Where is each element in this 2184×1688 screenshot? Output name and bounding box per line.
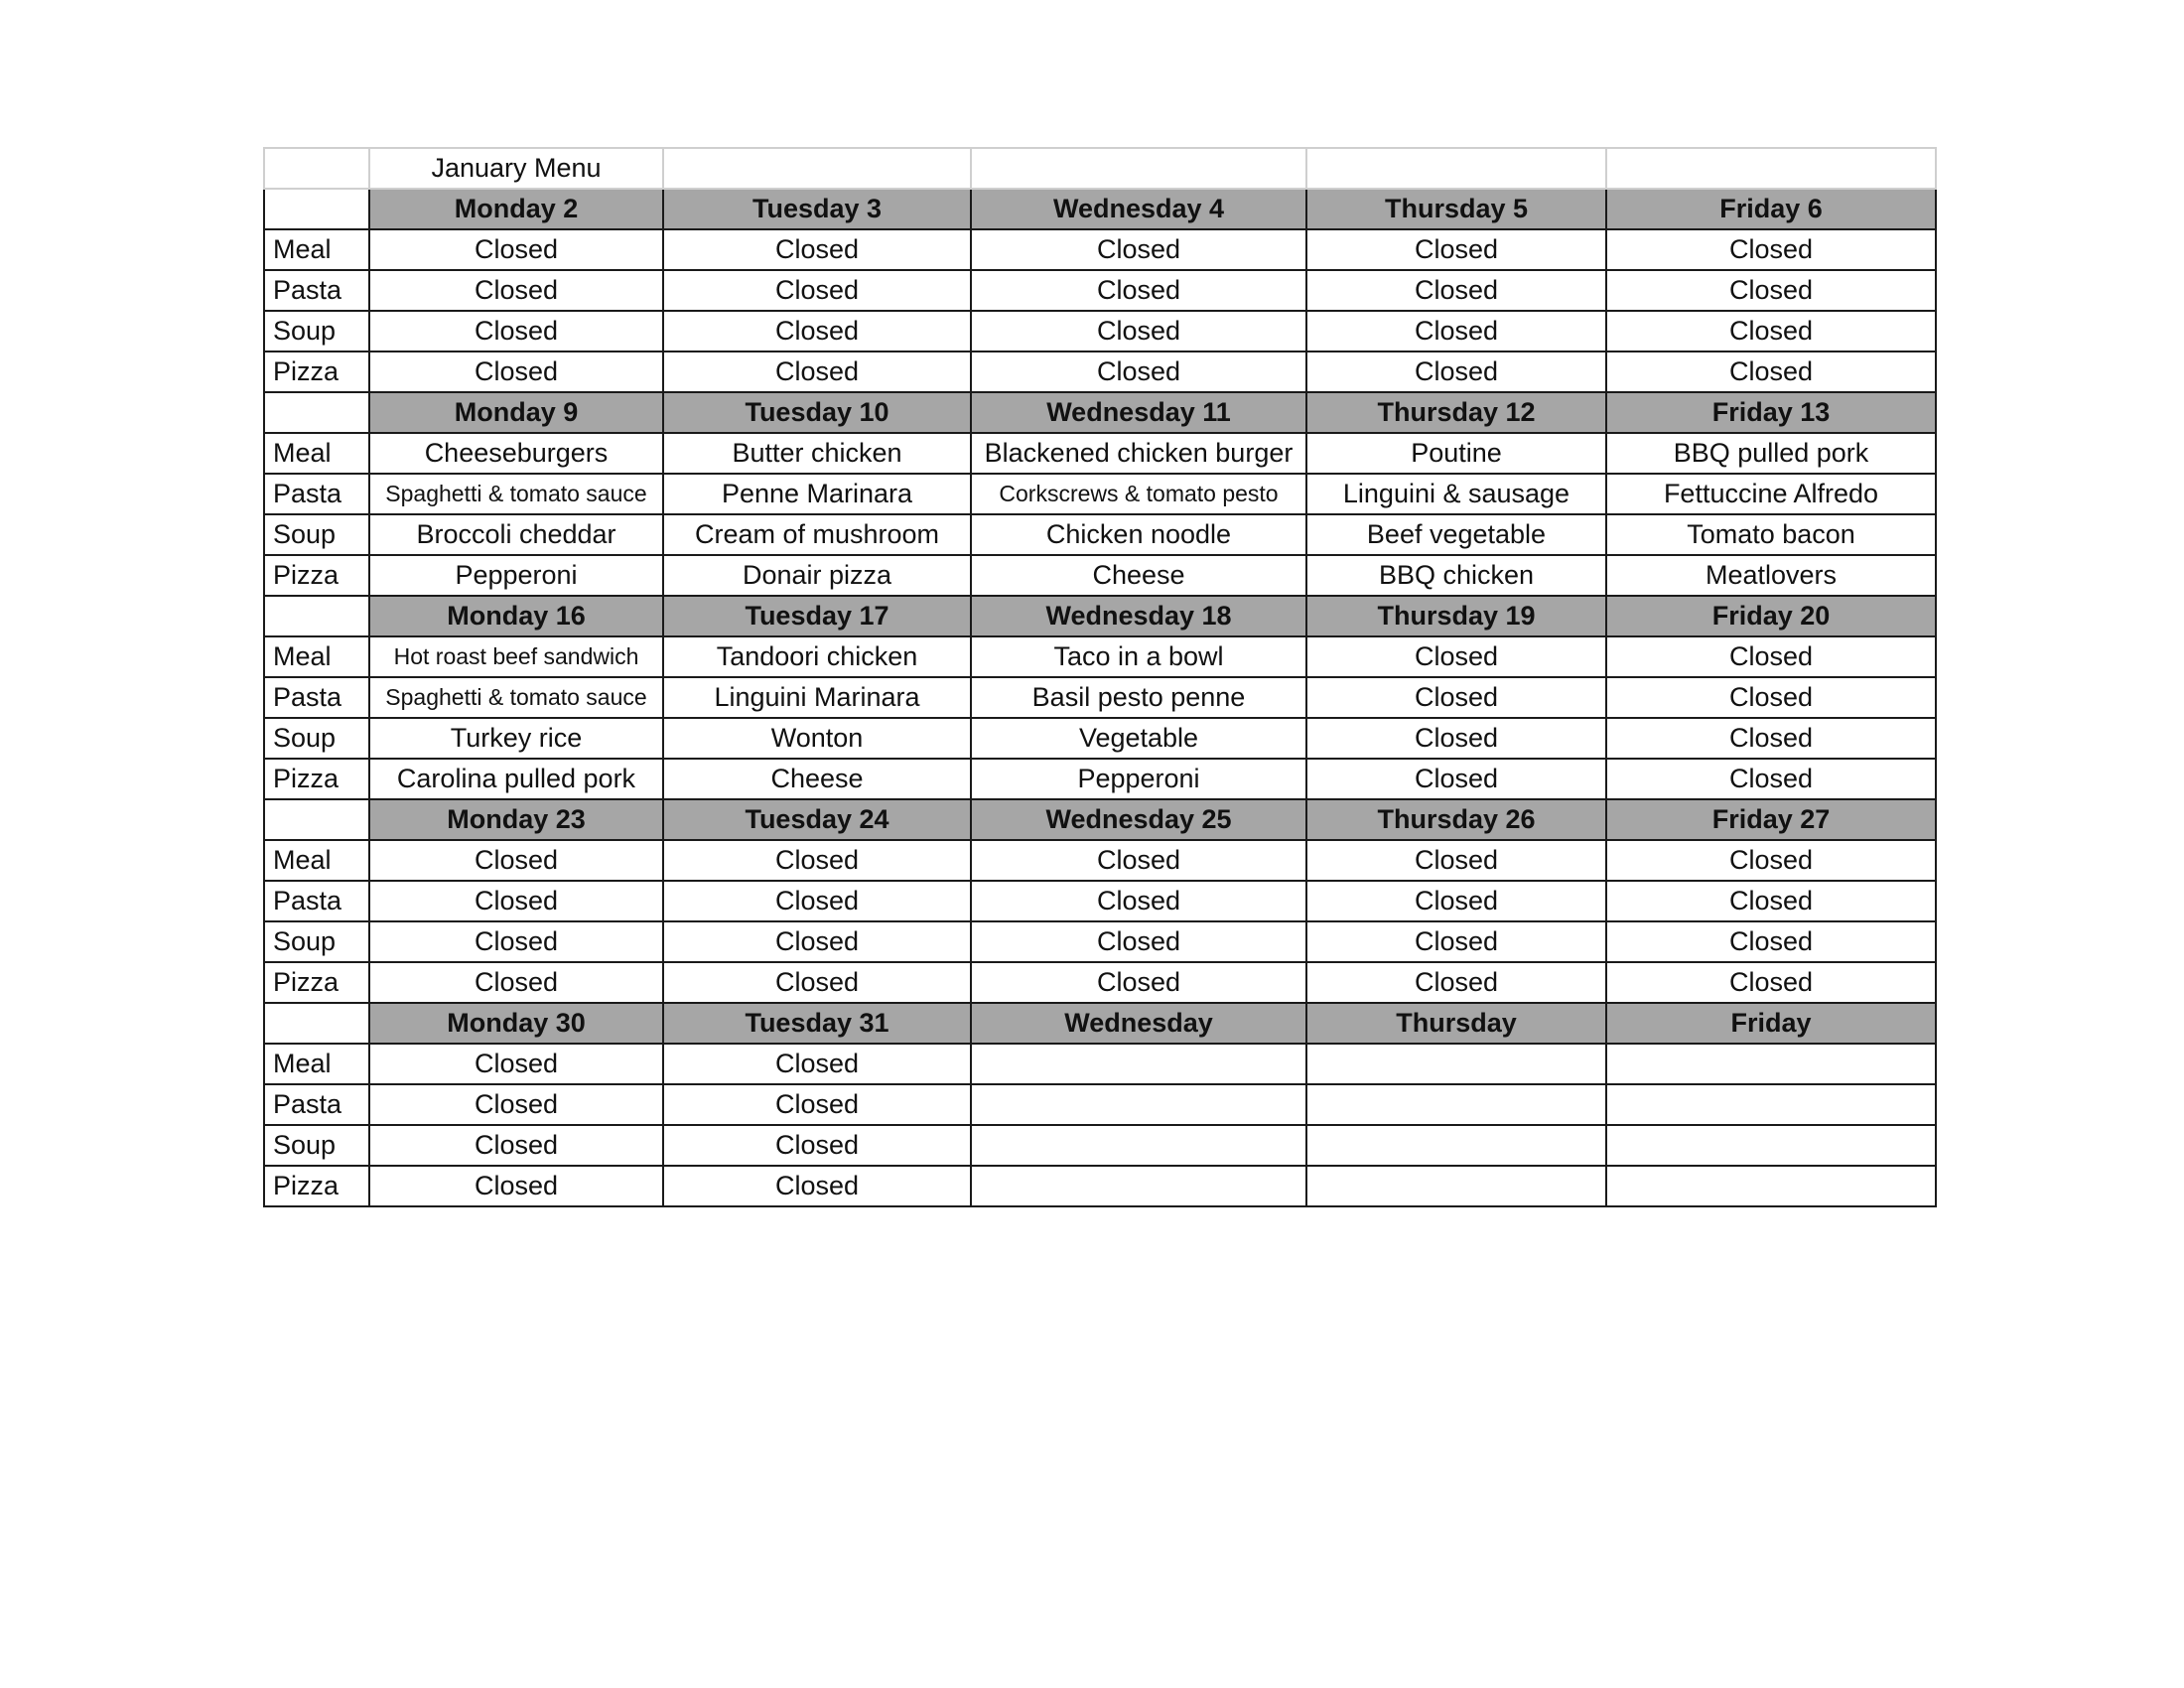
row-label: Pasta	[264, 881, 369, 921]
menu-row-meal	[264, 636, 1936, 677]
menu-item-cell: Chicken noodle	[971, 514, 1306, 555]
menu-item-cell: Closed	[663, 921, 971, 962]
row-label: Pizza	[264, 962, 369, 1003]
row-label: Soup	[264, 718, 369, 759]
menu-item-cell: Closed	[1306, 270, 1606, 311]
menu-item-cell: Closed	[1306, 677, 1606, 718]
menu-item-cell: Closed	[971, 881, 1306, 921]
menu-item-cell	[971, 1125, 1306, 1166]
menu-row-pasta	[264, 1084, 1936, 1125]
menu-item-cell: Closed	[663, 352, 971, 392]
menu-item-cell: Closed	[369, 962, 663, 1003]
menu-item-cell: Closed	[369, 881, 663, 921]
menu-item-cell	[1606, 1044, 1936, 1084]
menu-row-pasta	[264, 881, 1936, 921]
row-label: Soup	[264, 311, 369, 352]
menu-row-meal	[264, 840, 1936, 881]
menu-item-cell: Taco in a bowl	[971, 636, 1306, 677]
row-label: Pasta	[264, 677, 369, 718]
row-label: Pizza	[264, 555, 369, 596]
menu-item-cell: BBQ pulled pork	[1606, 433, 1936, 474]
menu-item-cell: Poutine	[1306, 433, 1606, 474]
menu-item-cell: Spaghetti & tomato sauce	[369, 474, 663, 514]
row-label: Pizza	[264, 1166, 369, 1206]
week-header-row	[264, 1003, 1936, 1044]
menu-item-cell: Beef vegetable	[1306, 514, 1606, 555]
week-header-blank-cell	[264, 596, 369, 636]
menu-item-cell: Meatlovers	[1606, 555, 1936, 596]
day-header: Thursday 12	[1306, 392, 1606, 433]
menu-item-cell: Basil pesto penne	[971, 677, 1306, 718]
day-header: Thursday 5	[1306, 189, 1606, 229]
day-header: Monday 9	[369, 392, 663, 433]
day-header: Tuesday 24	[663, 799, 971, 840]
day-header: Wednesday 18	[971, 596, 1306, 636]
menu-item-cell: Closed	[1306, 229, 1606, 270]
title-row-blank-cell	[1306, 148, 1606, 189]
row-label: Meal	[264, 636, 369, 677]
title-row-blank-cell	[663, 148, 971, 189]
menu-item-cell: Closed	[971, 270, 1306, 311]
day-header: Tuesday 17	[663, 596, 971, 636]
menu-row-pizza	[264, 759, 1936, 799]
menu-item-cell: Closed	[369, 1084, 663, 1125]
row-label: Meal	[264, 229, 369, 270]
day-header: Monday 30	[369, 1003, 663, 1044]
menu-item-cell: Cheeseburgers	[369, 433, 663, 474]
menu-item-cell	[1306, 1166, 1606, 1206]
menu-item-cell	[1306, 1125, 1606, 1166]
menu-item-cell: Closed	[1606, 881, 1936, 921]
menu-item-cell	[1306, 1044, 1606, 1084]
menu-item-cell: Closed	[369, 1166, 663, 1206]
week-header-blank-cell	[264, 392, 369, 433]
menu-item-cell: Cheese	[971, 555, 1306, 596]
menu-item-cell	[1606, 1166, 1936, 1206]
row-label: Soup	[264, 514, 369, 555]
day-header: Tuesday 31	[663, 1003, 971, 1044]
day-header: Monday 2	[369, 189, 663, 229]
menu-item-cell: Closed	[1606, 921, 1936, 962]
menu-item-cell	[971, 1166, 1306, 1206]
menu-row-pizza	[264, 1166, 1936, 1206]
menu-item-cell: Closed	[663, 1125, 971, 1166]
menu-item-cell: Closed	[663, 311, 971, 352]
title-row-blank-cell	[264, 148, 369, 189]
week-header-row	[264, 799, 1936, 840]
menu-item-cell: Closed	[1306, 840, 1606, 881]
menu-row-soup	[264, 311, 1936, 352]
menu-item-cell	[1606, 1125, 1936, 1166]
day-header: Friday 13	[1606, 392, 1936, 433]
row-label: Pizza	[264, 759, 369, 799]
week-header-row	[264, 189, 1936, 229]
day-header: Monday 23	[369, 799, 663, 840]
day-header: Tuesday 3	[663, 189, 971, 229]
menu-item-cell: Closed	[369, 921, 663, 962]
row-label: Meal	[264, 1044, 369, 1084]
menu-item-cell: Closed	[369, 229, 663, 270]
menu-item-cell: Closed	[663, 229, 971, 270]
day-header: Wednesday 4	[971, 189, 1306, 229]
menu-item-cell: Closed	[663, 1044, 971, 1084]
menu-item-cell: Tandoori chicken	[663, 636, 971, 677]
week-header-blank-cell	[264, 1003, 369, 1044]
menu-item-cell: Carolina pulled pork	[369, 759, 663, 799]
menu-item-cell: Closed	[1606, 840, 1936, 881]
menu-item-cell: Penne Marinara	[663, 474, 971, 514]
menu-item-cell: Closed	[1606, 352, 1936, 392]
menu-item-cell: Wonton	[663, 718, 971, 759]
menu-item-cell: Closed	[1306, 352, 1606, 392]
day-header: Thursday 26	[1306, 799, 1606, 840]
menu-item-cell: Closed	[663, 881, 971, 921]
title-row	[264, 148, 1936, 189]
menu-item-cell: Pepperoni	[369, 555, 663, 596]
menu-item-cell: Cheese	[663, 759, 971, 799]
row-label: Pizza	[264, 352, 369, 392]
menu-item-cell: Closed	[1606, 270, 1936, 311]
menu-item-cell: Closed	[1306, 311, 1606, 352]
menu-item-cell	[1306, 1084, 1606, 1125]
title-row-blank-cell	[1606, 148, 1936, 189]
menu-item-cell: Closed	[1306, 636, 1606, 677]
menu-row-soup	[264, 718, 1936, 759]
menu-item-cell: Donair pizza	[663, 555, 971, 596]
row-label: Meal	[264, 433, 369, 474]
menu-row-pasta	[264, 474, 1936, 514]
row-label: Meal	[264, 840, 369, 881]
menu-row-pizza	[264, 962, 1936, 1003]
menu-item-cell: Closed	[1606, 311, 1936, 352]
menu-row-meal	[264, 1044, 1936, 1084]
menu-item-cell: Hot roast beef sandwich	[369, 636, 663, 677]
week-header-row	[264, 596, 1936, 636]
menu-item-cell: Linguini Marinara	[663, 677, 971, 718]
menu-item-cell: Closed	[971, 352, 1306, 392]
day-header: Wednesday 25	[971, 799, 1306, 840]
day-header: Tuesday 10	[663, 392, 971, 433]
menu-item-cell: Closed	[663, 962, 971, 1003]
menu-item-cell: Broccoli cheddar	[369, 514, 663, 555]
menu-item-cell	[1606, 1084, 1936, 1125]
menu-item-cell: Fettuccine Alfredo	[1606, 474, 1936, 514]
menu-item-cell: Closed	[369, 1044, 663, 1084]
menu-item-cell: Closed	[1606, 962, 1936, 1003]
day-header: Friday 20	[1606, 596, 1936, 636]
menu-item-cell: Closed	[663, 1166, 971, 1206]
menu-item-cell: Closed	[663, 1084, 971, 1125]
menu-row-pizza	[264, 555, 1936, 596]
menu-item-cell: Corkscrews & tomato pesto	[971, 474, 1306, 514]
menu-item-cell: Closed	[1306, 921, 1606, 962]
title-row-blank-cell	[971, 148, 1306, 189]
menu-item-cell	[971, 1044, 1306, 1084]
week-header-row	[264, 392, 1936, 433]
menu-item-cell: Closed	[1606, 677, 1936, 718]
row-label: Pasta	[264, 474, 369, 514]
menu-row-soup	[264, 1125, 1936, 1166]
row-label: Pasta	[264, 1084, 369, 1125]
day-header: Thursday	[1306, 1003, 1606, 1044]
week-header-blank-cell	[264, 799, 369, 840]
day-header: Wednesday	[971, 1003, 1306, 1044]
menu-item-cell: Closed	[369, 311, 663, 352]
menu-row-meal	[264, 433, 1936, 474]
menu-row-soup	[264, 921, 1936, 962]
row-label: Pasta	[264, 270, 369, 311]
row-label: Soup	[264, 1125, 369, 1166]
menu-item-cell: Closed	[369, 840, 663, 881]
menu-item-cell: BBQ chicken	[1306, 555, 1606, 596]
day-header: Friday 27	[1606, 799, 1936, 840]
row-label: Soup	[264, 921, 369, 962]
menu-item-cell: Spaghetti & tomato sauce	[369, 677, 663, 718]
menu-item-cell: Butter chicken	[663, 433, 971, 474]
menu-title: January Menu	[369, 148, 663, 189]
menu-item-cell: Closed	[971, 311, 1306, 352]
menu-item-cell: Cream of mushroom	[663, 514, 971, 555]
menu-row-pizza	[264, 352, 1936, 392]
menu-row-soup	[264, 514, 1936, 555]
day-header: Wednesday 11	[971, 392, 1306, 433]
menu-item-cell: Closed	[663, 840, 971, 881]
menu-item-cell: Tomato bacon	[1606, 514, 1936, 555]
menu-item-cell: Pepperoni	[971, 759, 1306, 799]
menu-item-cell: Closed	[1606, 718, 1936, 759]
menu-item-cell: Closed	[1606, 229, 1936, 270]
menu-row-pasta	[264, 677, 1936, 718]
menu-item-cell: Closed	[1306, 759, 1606, 799]
menu-item-cell: Linguini & sausage	[1306, 474, 1606, 514]
menu-row-meal	[264, 229, 1936, 270]
menu-item-cell: Closed	[1306, 881, 1606, 921]
day-header: Thursday 19	[1306, 596, 1606, 636]
week-header-blank-cell	[264, 189, 369, 229]
menu-body	[264, 148, 1936, 1206]
menu-item-cell: Closed	[971, 840, 1306, 881]
day-header: Friday 6	[1606, 189, 1936, 229]
day-header: Friday	[1606, 1003, 1936, 1044]
day-header: Monday 16	[369, 596, 663, 636]
menu-item-cell: Closed	[971, 229, 1306, 270]
menu-item-cell: Closed	[369, 270, 663, 311]
menu-item-cell: Turkey rice	[369, 718, 663, 759]
menu-row-pasta	[264, 270, 1936, 311]
menu-item-cell: Closed	[369, 352, 663, 392]
menu-item-cell: Vegetable	[971, 718, 1306, 759]
menu-item-cell: Blackened chicken burger	[971, 433, 1306, 474]
menu-item-cell: Closed	[1606, 759, 1936, 799]
menu-item-cell	[971, 1084, 1306, 1125]
menu-item-cell: Closed	[971, 962, 1306, 1003]
menu-item-cell: Closed	[663, 270, 971, 311]
menu-table	[263, 147, 1937, 1207]
menu-item-cell: Closed	[1606, 636, 1936, 677]
menu-item-cell: Closed	[971, 921, 1306, 962]
menu-item-cell: Closed	[369, 1125, 663, 1166]
menu-item-cell: Closed	[1306, 962, 1606, 1003]
menu-item-cell: Closed	[1306, 718, 1606, 759]
